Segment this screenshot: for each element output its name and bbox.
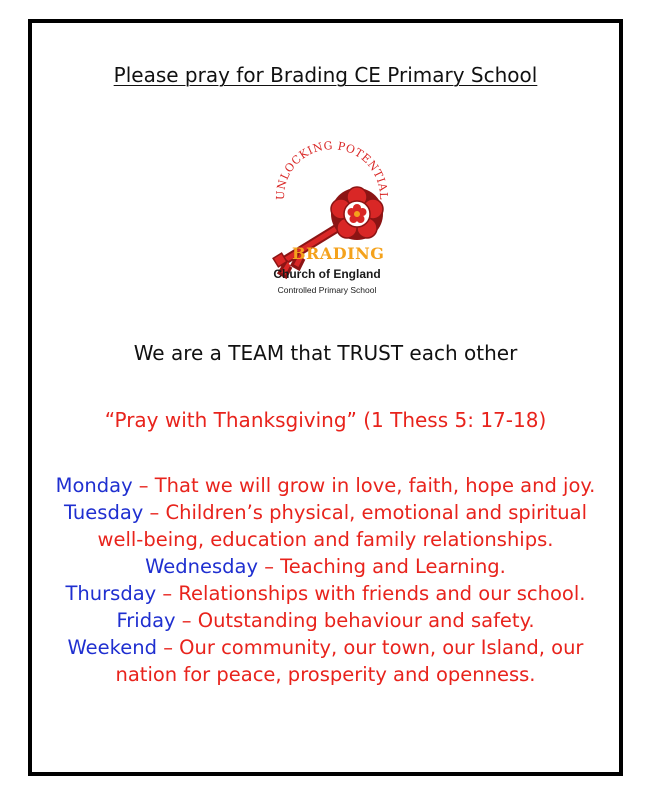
logo-line-church: Church of England	[273, 267, 381, 281]
day-text: – Relationships with friends and our school.	[156, 582, 586, 605]
logo-line-controlled: Controlled Primary School	[277, 285, 377, 295]
day-text: – Children’s physical, emotional and spiritual well-being, education and family relationships.	[97, 501, 587, 551]
day-name: Monday	[55, 474, 133, 497]
prayer-heading: “Pray with Thanksgiving” (1 Thess 5: 17-18)	[104, 408, 547, 432]
logo-school-name: BRADING	[292, 244, 385, 263]
day-item-wednesday	[42, 553, 609, 580]
day-text: – Our community, our town, our Island, our nation for peace, prosperity and openness.	[115, 636, 584, 686]
rose-icon	[331, 187, 383, 240]
poster-title: Please pray for Brading CE Primary School	[113, 63, 538, 87]
day-text: – Teaching and Learning.	[258, 555, 506, 578]
poster-frame	[28, 19, 623, 776]
day-item-friday	[42, 607, 609, 634]
day-name: Wednesday	[145, 555, 259, 578]
day-name: Thursday	[65, 582, 157, 605]
team-statement: We are a TEAM that TRUST each other	[133, 341, 518, 365]
day-name: Tuesday	[63, 501, 144, 524]
school-logo	[237, 127, 427, 307]
day-name: Friday	[116, 609, 176, 632]
day-item-monday	[42, 472, 609, 499]
logo-motto: UNLOCKING POTENTIAL	[273, 139, 391, 201]
day-name: Weekend	[67, 636, 157, 659]
day-text: – Outstanding behaviour and safety.	[175, 609, 535, 632]
day-item-weekend	[42, 634, 609, 688]
day-text: – That we will grow in love, faith, hope and joy.	[132, 474, 596, 497]
daily-prayer-list	[42, 472, 609, 688]
day-item-thursday	[42, 580, 609, 607]
day-item-tuesday	[42, 499, 609, 553]
